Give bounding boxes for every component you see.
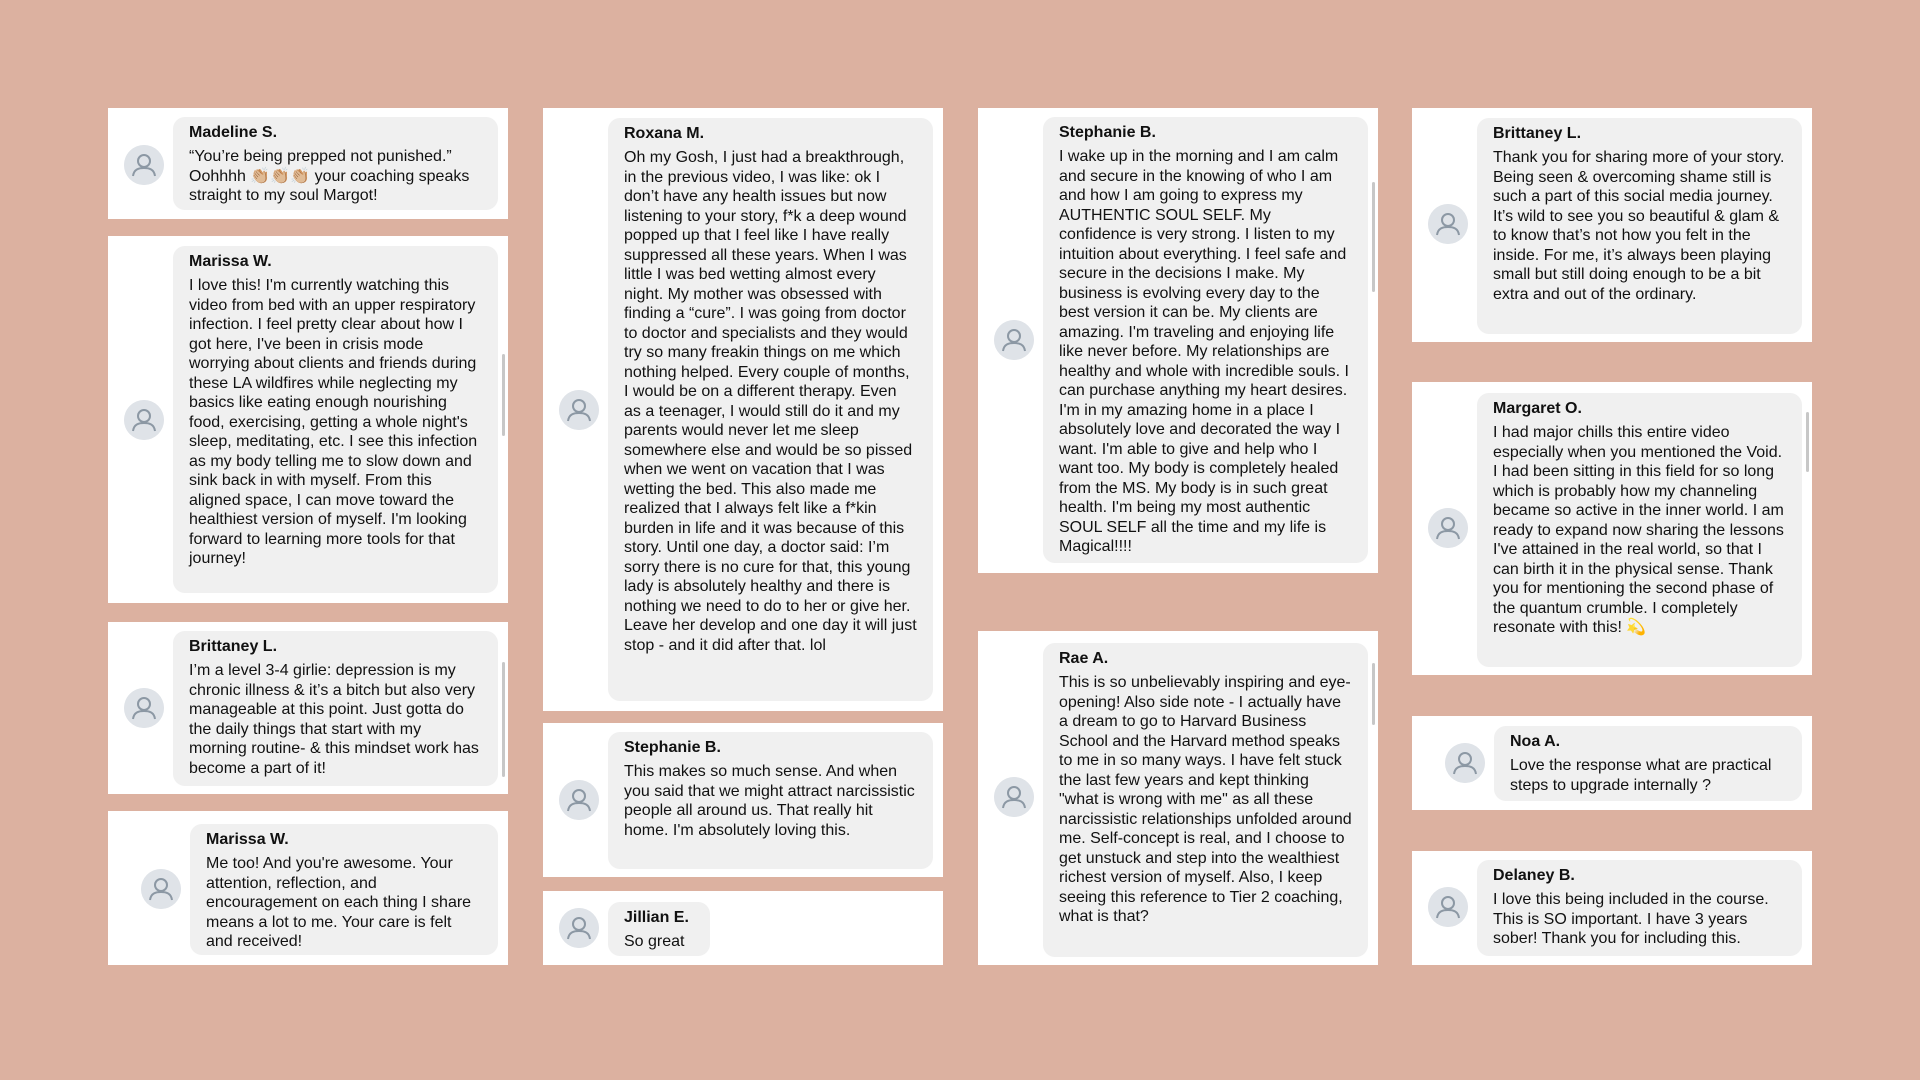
avatar-icon	[559, 390, 599, 430]
scrollbar[interactable]	[502, 662, 505, 777]
commenter-name[interactable]: Rae A.	[1059, 650, 1109, 667]
commenter-name[interactable]: Madeline S.	[189, 124, 278, 141]
comment-text: Thank you for sharing more of your story. Being seen & overcoming shame still is such a part of this social media journey. It’s wild to see you so beautiful & glam & to know that’s not how you felt in the inside. For me, it’s always been playing small but still doing enough to be a bit extra and out of the ordinary.	[1493, 149, 1785, 303]
commenter-name[interactable]: Noa A.	[1510, 733, 1561, 750]
comment-text: This makes so much sense. And when you said that we might attract narcissistic people all around us. That really hit home. I'm absolutely loving this.	[624, 763, 915, 839]
avatar-icon	[994, 320, 1034, 360]
comment-bubble	[190, 824, 498, 955]
avatar-icon	[559, 908, 599, 948]
comment-card	[543, 108, 943, 711]
comment-bubble	[1043, 117, 1368, 563]
comment-bubble	[1477, 860, 1802, 956]
scrollbar[interactable]	[1806, 412, 1809, 472]
comment-text: Oh my Gosh, I just had a breakthrough, in the previous video, I was like: ok I don’t have any health issues but now listening to your story, f*k a deep wound popped up that I feel like I have really suppressed all these years. When I was little I was bed wetting almost every night. My mother was obsessed with finding a “cure”. I was going from doctor to doctor and specialists and they would try so many freakin things on me which nothing helped. Every couple of months, I would be on a different therapy. Even as a teenager, I would still do it and my parents would never let me sleep somewhere else and would be so pissed when we went on vacation that I was wetting the bed. This also made me realized that I always felt like a f*kin burden in life and it was because of this story. Until one day, a doctor said: I’m sorry there is no cure for that, this young lady is absolutely healthy and there is nothing we need to do to her or give her. Leave her develop and one day it will just stop - and it did after that. lol	[624, 149, 917, 654]
avatar-icon	[1428, 508, 1468, 548]
commenter-name[interactable]: Roxana M.	[624, 125, 705, 142]
avatar-icon	[124, 400, 164, 440]
comment-card	[108, 236, 508, 603]
avatar-icon	[1428, 204, 1468, 244]
comment-bubble	[1494, 726, 1802, 801]
scrollbar[interactable]	[1372, 663, 1375, 725]
commenter-name[interactable]: Stephanie B.	[624, 739, 721, 756]
comment-card	[978, 108, 1378, 573]
scrollbar[interactable]	[502, 354, 505, 436]
comment-bubble	[173, 117, 498, 210]
comment-text: Love the response what are practical steps to upgrade internally ?	[1510, 757, 1772, 794]
commenter-name[interactable]: Brittaney L.	[1493, 125, 1582, 142]
avatar-icon	[1428, 887, 1468, 927]
comment-card	[108, 108, 508, 219]
scrollbar[interactable]	[1372, 182, 1375, 292]
commenter-name[interactable]: Stephanie B.	[1059, 124, 1156, 141]
comment-bubble	[173, 631, 498, 786]
comment-bubble	[1477, 393, 1802, 667]
avatar-icon	[141, 869, 181, 909]
comment-bubble	[1477, 118, 1802, 334]
comment-text: So great	[624, 933, 685, 950]
comment-card	[1412, 851, 1812, 965]
avatar-icon	[1445, 743, 1485, 783]
comment-card	[543, 891, 943, 965]
comment-bubble	[1043, 643, 1368, 957]
comment-card	[978, 631, 1378, 965]
commenter-name[interactable]: Margaret O.	[1493, 400, 1582, 417]
commenter-name[interactable]: Jillian E.	[624, 909, 689, 926]
avatar-icon	[994, 777, 1034, 817]
comment-card	[1412, 716, 1812, 810]
avatar-icon	[124, 688, 164, 728]
avatar-icon	[559, 780, 599, 820]
avatar-icon	[124, 145, 164, 185]
commenter-name[interactable]: Marissa W.	[189, 253, 272, 270]
commenter-name[interactable]: Brittaney L.	[189, 638, 278, 655]
comment-card	[108, 622, 508, 794]
comment-bubble	[608, 902, 710, 956]
commenter-name[interactable]: Marissa W.	[206, 831, 289, 848]
comment-text: “You’re being prepped not punished.” Oohhhh 👏🏼👏🏼👏🏼 your coaching speaks straight to my soul Margot!	[189, 148, 470, 204]
comment-card	[1412, 108, 1812, 342]
comment-text: This is so unbelievably inspiring and eye-opening! Also side note - I actually have a dream to go to Harvard Business School and the Harvard method speaks to me in so many ways. I have felt stuck the last few years and kept thinking "what is wrong with me" as all these narcissistic relationships unfolded around me. Self-concept is real, and I choose to get unstuck and step into the wealthiest richest version of myself. Also, I keep seeing this reference to Tier 2 coaching, what is that?	[1059, 674, 1352, 925]
comment-text: I had major chills this entire video especially when you mentioned the Void. I had been sitting in this field for so long which is probably how my channeling became so active in the inner world. I am ready to expand now sharing the lessons I've attained in the real world, so that I can birth it in the physical sense. Thank you for mentioning the second phase of the quantum crumble. I completely resonate with this! 💫	[1493, 424, 1784, 636]
comment-bubble	[608, 732, 933, 869]
comment-text: I wake up in the morning and I am calm and secure in the knowing of who I am and how I am going to express my AUTHENTIC SOUL SELF. My confidence is very strong. I listen to my intuition about everything. I feel safe and secure in the decisions I make. My business is evolving every day to the best version it can be. My clients are amazing. I'm traveling and enjoying life like never before. My relationships are healthy and whole with incredible souls. I can purchase anything my heart desires. I'm in my amazing home in a place I absolutely love and decorated the way I want. I'm able to give and help who I want too. My body is completely healed from the MS. My body is in such great health. I'm being my most authentic SOUL SELF all the time and my life is Magical!!!!	[1059, 148, 1349, 555]
comment-bubble	[608, 118, 933, 701]
comment-card	[108, 811, 508, 965]
comment-text: I love this! I'm currently watching this video from bed with an upper respiratory infection. I feel pretty clear about how I got here, I've been in crisis mode worrying about clients and friends during these LA wildfires while neglecting my basics like eating enough nourishing food, exercising, getting a whole night's sleep, meditating, etc. I see this infection as my body telling me to slow down and sink back in with myself. From this aligned space, I can move toward the healthiest version of myself. I'm looking forward to learning more tools for that journey!	[189, 277, 478, 567]
comment-card	[543, 723, 943, 877]
commenter-name[interactable]: Delaney B.	[1493, 867, 1575, 884]
comment-text: I love this being included in the course. This is SO important. I have 3 years sober! Thank you for including this.	[1493, 891, 1769, 947]
comment-text: I’m a level 3-4 girlie: depression is my chronic illness & it’s a bitch but also very manageable at this point. Just gotta do the daily things that start with my morning routine- & this mindset work has become a part of it!	[189, 662, 479, 777]
comment-text: Me too! And you're awesome. Your attention, reflection, and encouragement on each thing I share means a lot to me. Your care is felt and received!	[206, 855, 472, 950]
comment-bubble	[173, 246, 498, 593]
comment-card	[1412, 382, 1812, 675]
